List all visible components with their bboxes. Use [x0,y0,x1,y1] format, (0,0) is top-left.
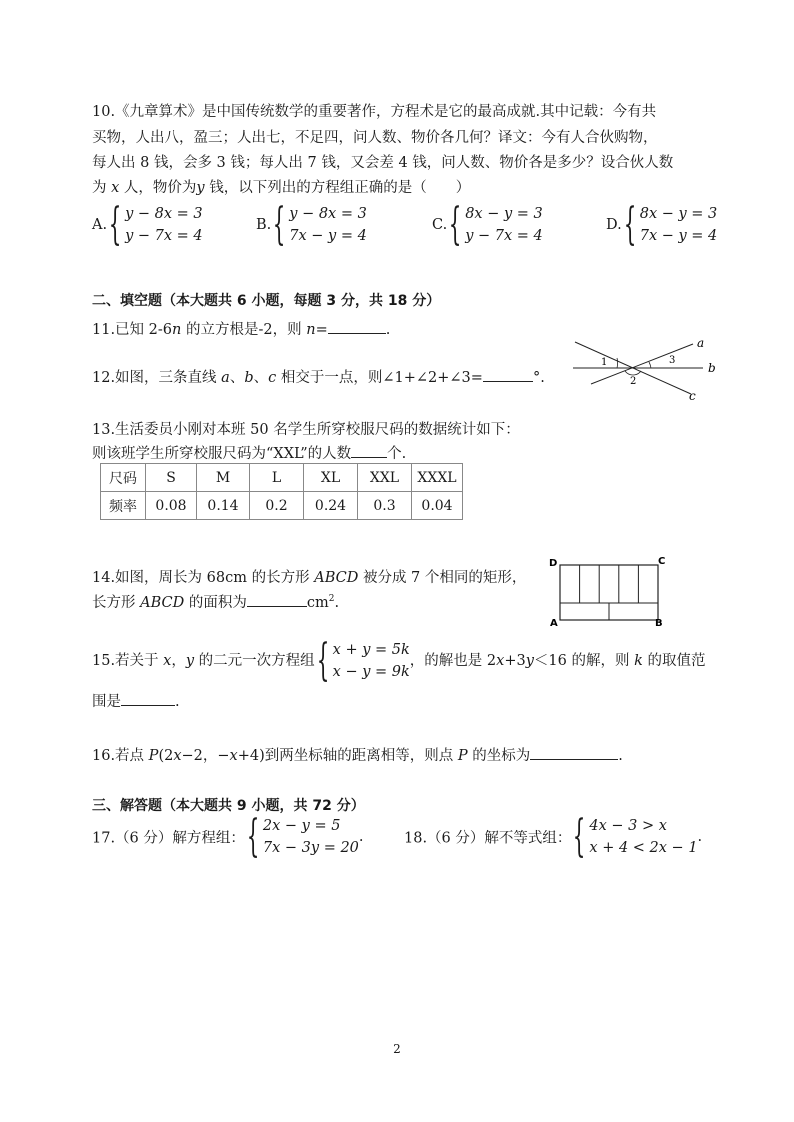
table-cell: 0.2 [250,492,304,520]
label-angle2: 2 [630,376,637,387]
q13-answer-blank[interactable] [351,443,387,458]
q12-answer-blank[interactable] [483,367,533,382]
angle2-arc [625,371,641,375]
table-header-cell: 尺码 [101,464,146,492]
table-row [101,464,463,492]
label-B: B [655,618,663,629]
table-cell: S [146,464,197,492]
table-cell: 0.24 [304,492,358,520]
label-D: D [549,558,558,569]
label-angle1: 1 [601,357,608,368]
q18: 18.（6 分）解不等式组： { 4x − 3 > x x + 4 < 2x − 1 . [404,811,703,862]
label-C: C [658,556,666,567]
q14-answer-blank[interactable] [247,592,307,607]
q13-line1: 13.生活委员小刚对本班 50 名学生所穿校服尺码的数据统计如下： [92,422,520,438]
table-cell: XXL [358,464,412,492]
q15-line1: 15.若关于 x，y 的二元一次方程组 { x + y = 5k x − y = 9k ，的解也是 2x+3y＜16 的解，则 k 的取值范 [92,635,706,686]
section2-title: 二、填空题（本大题共 6 小题，每题 3 分，共 18 分） [92,293,441,309]
q11-answer-blank[interactable] [328,319,386,334]
q16: 16.若点 P(2x−2，−x+4)到两坐标轴的距离相等，则点 P 的坐标为 . [92,744,623,765]
angle1-arc [617,358,618,368]
q10-option-c: C. { 8x − y = 3 y − 7x = 4 [432,199,543,250]
table-row [101,492,463,520]
table-cell: XL [304,464,358,492]
label-c: c [689,389,696,403]
q14-rectangle-figure [546,553,670,629]
q10-line4: 为 x 人，物价为y 钱，以下列出的方程组正确的是（ ） [92,180,471,196]
q14-line1: 14.如图，周长为 68cm 的长方形 ABCD 被分成 7 个相同的矩形， [92,570,527,586]
q10-option-a: A. { y − 8x = 3 y − 7x = 4 [92,199,203,250]
q10-line2: 买物，人出八，盈三；人出七，不足四，问人数、物价各几何？译文：今有人合伙购物， [92,130,658,146]
table-cell: 0.3 [358,492,412,520]
q10-option-d: D. { 8x − y = 3 7x − y = 4 [606,199,718,250]
table-cell: 0.08 [146,492,197,520]
q15-answer-blank[interactable] [121,691,175,706]
q13-line2: 则该班学生所穿校服尺码为“XXL”的人数 个. [92,442,406,463]
q15-line2: 围是 . [92,690,180,711]
label-A: A [550,618,558,629]
q11: 11.已知 2-6n 的立方根是-2，则 n= . [92,318,390,339]
q14-line2: 长方形 ABCD 的面积为 $cm^2$. [92,591,339,612]
label-b: b [708,361,716,375]
table-cell: 0.14 [197,492,250,520]
q17: 17.（6 分）解方程组： { 2x − y = 5 7x − 3y = 20 . [92,811,364,862]
section3-title: 三、解答题（本大题共 9 小题，共 72 分） [92,798,365,814]
label-angle3: 3 [669,355,676,366]
q12-lines-figure [565,332,725,404]
label-a: a [697,336,705,350]
q10-option-b: B. { y − 8x = 3 7x − y = 4 [256,199,367,250]
q12: 12.如图，三条直线 a、b、c 相交于一点，则∠1+∠2+∠3= °. [92,366,545,387]
size-frequency-table [100,463,463,520]
q10-line3: 每人出 8 钱，会多 3 钱；每人出 7 钱，又会差 4 钱，问人数、物价各是多少？设合伙人数 [92,155,674,171]
q16-answer-blank[interactable] [530,745,618,760]
table-cell: M [197,464,250,492]
angle3-arc [649,362,651,368]
table-cell: 0.04 [412,492,463,520]
table-header-cell: 频率 [101,492,146,520]
page-number: 2 [393,1042,401,1056]
table-cell: L [250,464,304,492]
table-cell: XXXL [412,464,463,492]
q10-line1: 10.《九章算术》是中国传统数学的重要著作，方程术是它的最高成就.其中记载：今有共 [92,104,657,120]
